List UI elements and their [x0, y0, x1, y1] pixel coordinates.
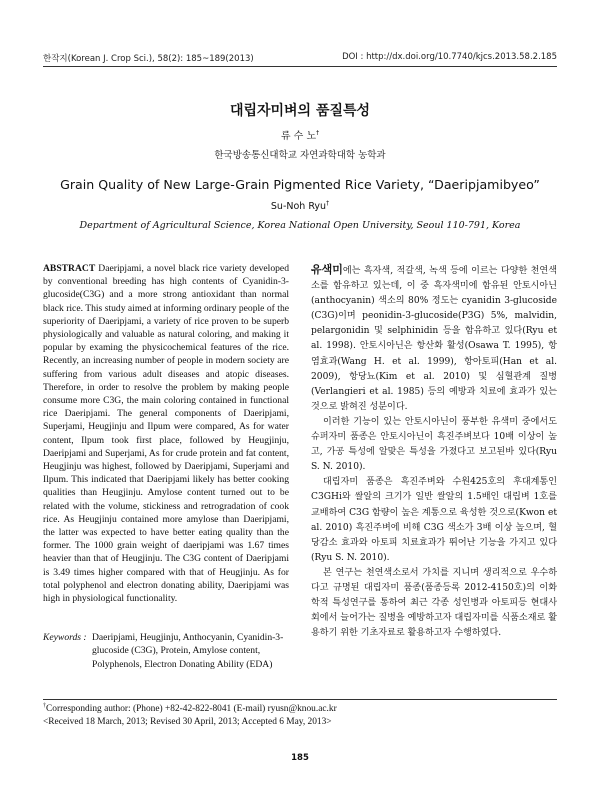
title-english: Grain Quality of New Large-Grain Pigmented Rice Variety, “Daeripjamibyeo”	[60, 177, 540, 192]
intro-paragraph-1	[311, 262, 557, 415]
introduction	[311, 262, 557, 641]
author-english-name: Su-Noh Ryu	[270, 201, 327, 212]
corresponding-mark-en: †	[326, 199, 330, 207]
received-dates: <Received 18 March, 2013; Revised 30 April, 2013; Accepted 6 May, 2013>	[43, 717, 332, 728]
abstract-label: ABSTRACT	[43, 263, 96, 274]
author-english	[0, 201, 600, 212]
journal-citation: 한작지(Korean J. Crop Sci.), 58(2): 185~189(2013)	[43, 54, 254, 64]
intro-paragraph-1-text: 에는 흑자색, 적갈색, 녹색 등에 이르는 다양한 천연색소를 함유하고 있는데, 이 중 흑자색미에 함유된 안토시아닌(anthocyanin) 색소의 80% 정도는 cyanidin 3-glucoside (C3G)이며 peonidin-3-glucoside(P3G) 5%, malvidin, pelargonidin 및 selphinidin 등을 함유하고 있다(Ryu et al. 1998). 안토시아닌은 항산화 활성(Osawa T. 1995), 항염효과(Wang H. et al. 1999), 항아토피(Han et al. 2009), 항당뇨(Kim et al. 2010) 및 심혈관계 질병(Verlangieri et al. 1985) 등의 예방과 치료에 효과가 있는 것으로 밝혀진 성분이다.	[311, 266, 557, 412]
running-header	[43, 48, 557, 66]
footnote-rule	[43, 699, 557, 700]
keywords-label: Keywords :	[43, 632, 87, 643]
header-rule	[43, 66, 557, 67]
intro-paragraph-4: 본 연구는 천연색소로서 가치를 지니며 생리적으로 우수하다고 규명된 대립자미 품종(품종등록 2012-4150호)의 이화학적 특성연구를 통하여 최근 각종 성인병과 아토피등 현대사회에서 늘어가는 질병을 예방하고자 대립자미를 식품소재로 활용하기 위한 기초자료로 활용하고자 수행하였다.	[311, 567, 557, 639]
keywords-text: Daeripjami, Heugjinju, Anthocyanin, Cyanidin-3-glucoside (C3G), Protein, Amylose content, Polyphenols, Electron Donating Ability (EDA)	[92, 632, 284, 670]
abstract-text: Daeripjami, a novel black rice variety developed by conventional breeding has high contents of Cyanidin-3-glucoside(C3G) and a more strong antioxidant than normal black rice. This study aimed at informing ordinary people of the superiority of Daeripjami, a variety of rice proven to be superb physiologically and valuable as natural coloring, and making it popular by examing the physicochemical features of the rice. Recently, an increasing number of people in modern society are suffering from various adult diseases and atopic diseases. Therefore, in order to resolve the problem by making people consume more C3G, the main coloring contained in functional rice Daeripjami. The general components of Daeripjami, Superjami, Heugjinju and Ilpum were compared, As for water content, Ilpum took first place, followed by Heugjinju, Daeripjami and Superjami, As for crude protein and fat content, Heugjinju was highest, followed by Daeripjami, Superjami and Ilpum. This indicated that Daeripjami likely has better cooking qualities than Heugjinju. Amylose content turned out to be related with the volume, stickiness and retrogradation of cook rice. As Heugjinju contained more amylose than Daeripjami, the latter was expected to have better eating quality than the former. The 1000 grain weight of daeripjami was 1.67 times heavier than that of Heugjinju. The C3G content of Daeripjami is 3.49 times higher compared with that of Heugjinju. As for total polyphenol and electron donating ability, Daeripjami was high in physiological functionality.	[43, 263, 289, 605]
intro-lead-word: 유색미	[311, 263, 343, 276]
corresponding-author	[43, 703, 557, 716]
footnote	[43, 703, 557, 730]
keywords	[43, 631, 289, 671]
doi-link[interactable]: DOI : http://dx.doi.org/10.7740/kjcs.2013.58.2.185	[342, 52, 557, 62]
affiliation-korean: 한국방송통신대학교 자연과학대학 농학과	[214, 150, 386, 161]
corresponding-author-text: Corresponding author: (Phone) +82-42-822-8041 (E-mail) ryusn@knou.ac.kr	[46, 704, 337, 714]
page-number: 185	[291, 753, 309, 763]
corresponding-mark-ko: †	[316, 129, 320, 137]
abstract	[43, 262, 289, 605]
title-korean: 대립자미벼의 품질특성	[229, 103, 371, 119]
intro-paragraph-3: 대립자미 품종은 흑진주벼와 수원425호의 후대계통인 C3GHi와 쌀알의 크기가 일반 쌀알의 1.5배인 대립벼 1호를 교배하여 C3G 함량이 높은 계통으로 육성한 것으로(Kwon et al. 2010) 흑진주벼에 비해 C3G 색소가 3배 이상 높으며, 혈당감소 효과와 아토피 치료효과가 뛰어난 기능을 가지고 있다(Ryu S. N. 2010).	[311, 477, 557, 563]
author-korean	[0, 127, 600, 142]
affiliation-english: Department of Agricultural Science, Korea National Open University, Seoul 110-791, Korea	[79, 220, 521, 231]
intro-paragraph-2: 이러한 기능이 있는 안토시아닌이 풍부한 유색미 중에서도 슈퍼자미 품종은 안토시아닌이 흑진주벼보다 10배 이상이 높고, 가공 특성에 알맞은 특성을 가졌다고 보고된바 있다(Ryu S. N. 2010).	[311, 416, 557, 473]
author-korean-name: 류 수 노	[280, 131, 317, 142]
footnote-mark: †	[43, 702, 46, 709]
